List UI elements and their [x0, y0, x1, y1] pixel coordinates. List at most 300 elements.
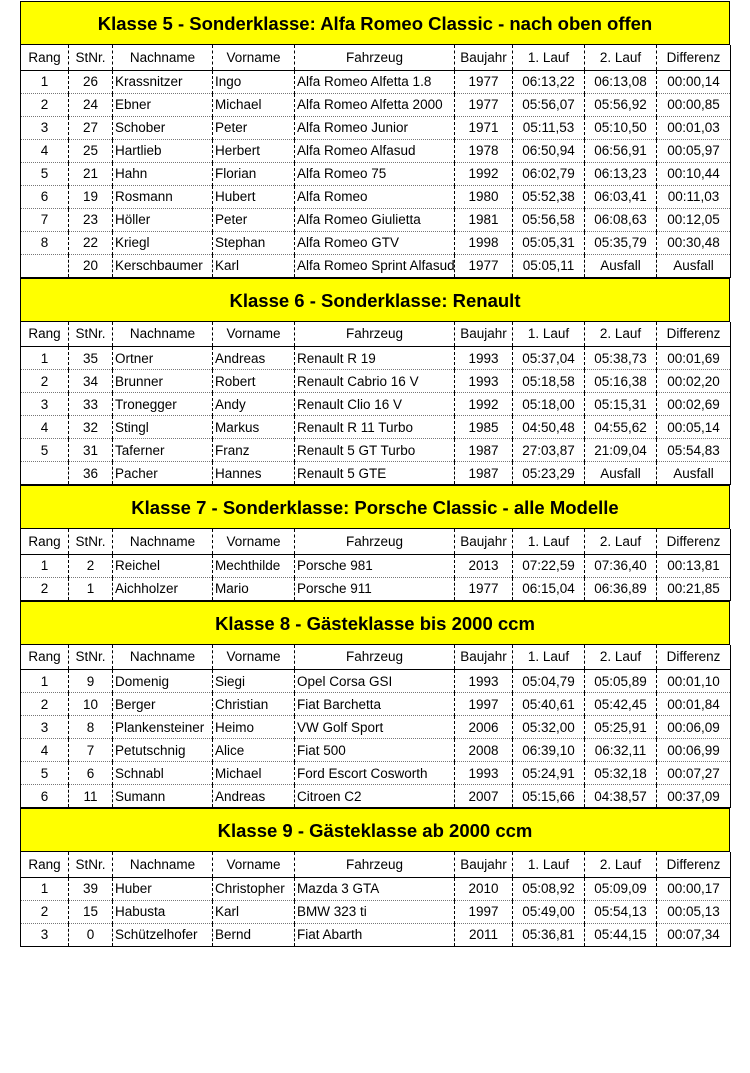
cell-fahrzeug: Porsche 911: [295, 577, 455, 600]
cell-baujahr: 1997: [455, 900, 513, 923]
cell-baujahr: 2010: [455, 877, 513, 900]
cell-rang: 3: [21, 393, 69, 416]
cell-fahrzeug: BMW 323 ti: [295, 900, 455, 923]
column-header-vorname: Vorname: [213, 45, 295, 70]
cell-rang: 3: [21, 116, 69, 139]
column-header-differenz: Differenz: [657, 645, 731, 670]
cell-rang: 4: [21, 739, 69, 762]
cell-lauf-2: Ausfall: [585, 254, 657, 277]
cell-rang: [21, 462, 69, 485]
column-header-lauf-1: 1. Lauf: [513, 645, 585, 670]
klasse-title: Klasse 9 - Gästeklasse ab 2000 ccm: [20, 808, 730, 852]
cell-rang: 3: [21, 716, 69, 739]
table-row: [21, 739, 731, 762]
cell-vorname: Christian: [213, 693, 295, 716]
cell-differenz: 00:10,44: [657, 162, 731, 185]
column-header-baujahr: Baujahr: [455, 529, 513, 554]
cell-fahrzeug: Alfa Romeo: [295, 185, 455, 208]
cell-rang: 5: [21, 762, 69, 785]
table-row: [21, 370, 731, 393]
cell-differenz: 00:01,69: [657, 347, 731, 370]
klasse-section: [20, 278, 730, 486]
cell-lauf-2: 06:36,89: [585, 577, 657, 600]
cell-fahrzeug: Alfa Romeo Alfetta 1.8: [295, 70, 455, 93]
cell-startnummer: 39: [69, 877, 113, 900]
cell-baujahr: 1985: [455, 416, 513, 439]
table-row: [21, 70, 731, 93]
cell-rang: [21, 254, 69, 277]
cell-fahrzeug: Porsche 981: [295, 554, 455, 577]
cell-lauf-1: 05:11,53: [513, 116, 585, 139]
cell-baujahr: 1977: [455, 577, 513, 600]
cell-fahrzeug: Mazda 3 GTA: [295, 877, 455, 900]
klasse-title: Klasse 5 - Sonderklasse: Alfa Romeo Classic - nach oben offen: [20, 1, 730, 45]
cell-nachname: Berger: [113, 693, 213, 716]
cell-lauf-1: 04:50,48: [513, 416, 585, 439]
column-header-lauf-1: 1. Lauf: [513, 45, 585, 70]
cell-baujahr: 1977: [455, 93, 513, 116]
cell-baujahr: 1987: [455, 439, 513, 462]
cell-differenz: 05:54,83: [657, 439, 731, 462]
cell-lauf-1: 06:13,22: [513, 70, 585, 93]
column-header-vorname: Vorname: [213, 322, 295, 347]
table-row: [21, 116, 731, 139]
cell-differenz: 00:01,84: [657, 693, 731, 716]
cell-lauf-2: 06:13,08: [585, 70, 657, 93]
cell-lauf-1: 06:15,04: [513, 577, 585, 600]
cell-nachname: Stingl: [113, 416, 213, 439]
column-header-differenz: Differenz: [657, 45, 731, 70]
column-header-lauf-2: 2. Lauf: [585, 529, 657, 554]
cell-vorname: Markus: [213, 416, 295, 439]
cell-differenz: 00:01,03: [657, 116, 731, 139]
cell-rang: 7: [21, 208, 69, 231]
cell-lauf-2: 06:56,91: [585, 139, 657, 162]
cell-vorname: Stephan: [213, 231, 295, 254]
column-header-startnummer: StNr.: [69, 645, 113, 670]
klasse-section: [20, 485, 730, 601]
table-row: [21, 462, 731, 485]
cell-nachname: Tronegger: [113, 393, 213, 416]
cell-vorname: Bernd: [213, 923, 295, 946]
cell-fahrzeug: Alfa Romeo Junior: [295, 116, 455, 139]
cell-differenz: 00:00,17: [657, 877, 731, 900]
cell-vorname: Robert: [213, 370, 295, 393]
cell-differenz: Ausfall: [657, 462, 731, 485]
cell-startnummer: 2: [69, 554, 113, 577]
cell-differenz: 00:05,97: [657, 139, 731, 162]
cell-lauf-1: 06:02,79: [513, 162, 585, 185]
cell-differenz: 00:06,09: [657, 716, 731, 739]
cell-differenz: 00:21,85: [657, 577, 731, 600]
cell-rang: 2: [21, 900, 69, 923]
cell-vorname: Karl: [213, 900, 295, 923]
cell-lauf-1: 05:05,11: [513, 254, 585, 277]
cell-lauf-2: 05:54,13: [585, 900, 657, 923]
results-table: [20, 645, 731, 809]
cell-rang: 4: [21, 416, 69, 439]
cell-differenz: 00:30,48: [657, 231, 731, 254]
cell-vorname: Andreas: [213, 785, 295, 808]
cell-baujahr: 1971: [455, 116, 513, 139]
column-header-differenz: Differenz: [657, 852, 731, 877]
column-header-vorname: Vorname: [213, 529, 295, 554]
column-header-vorname: Vorname: [213, 645, 295, 670]
table-row: [21, 185, 731, 208]
cell-lauf-2: 04:55,62: [585, 416, 657, 439]
cell-nachname: Rosmann: [113, 185, 213, 208]
cell-vorname: Christopher: [213, 877, 295, 900]
cell-startnummer: 19: [69, 185, 113, 208]
cell-fahrzeug: Alfa Romeo Giulietta: [295, 208, 455, 231]
cell-lauf-2: 05:09,09: [585, 877, 657, 900]
cell-lauf-2: 05:35,79: [585, 231, 657, 254]
cell-vorname: Andy: [213, 393, 295, 416]
cell-differenz: 00:11,03: [657, 185, 731, 208]
column-header-lauf-1: 1. Lauf: [513, 852, 585, 877]
cell-lauf-1: 05:56,58: [513, 208, 585, 231]
cell-lauf-1: 05:24,91: [513, 762, 585, 785]
column-header-lauf-1: 1. Lauf: [513, 322, 585, 347]
table-row: [21, 416, 731, 439]
cell-lauf-1: 05:49,00: [513, 900, 585, 923]
cell-baujahr: 1998: [455, 231, 513, 254]
table-row: [21, 670, 731, 693]
cell-nachname: Habusta: [113, 900, 213, 923]
cell-startnummer: 25: [69, 139, 113, 162]
table-row: [21, 231, 731, 254]
cell-rang: 3: [21, 923, 69, 946]
table-row: [21, 877, 731, 900]
header-row: [21, 645, 731, 670]
column-header-fahrzeug: Fahrzeug: [295, 45, 455, 70]
cell-fahrzeug: Alfa Romeo GTV: [295, 231, 455, 254]
cell-nachname: Höller: [113, 208, 213, 231]
cell-lauf-1: 27:03,87: [513, 439, 585, 462]
cell-rang: 4: [21, 139, 69, 162]
cell-fahrzeug: Renault 5 GTE: [295, 462, 455, 485]
cell-startnummer: 6: [69, 762, 113, 785]
cell-startnummer: 0: [69, 923, 113, 946]
cell-nachname: Hartlieb: [113, 139, 213, 162]
cell-lauf-1: 05:36,81: [513, 923, 585, 946]
cell-vorname: Peter: [213, 208, 295, 231]
cell-lauf-1: 07:22,59: [513, 554, 585, 577]
cell-nachname: Aichholzer: [113, 577, 213, 600]
cell-startnummer: 31: [69, 439, 113, 462]
cell-rang: 1: [21, 670, 69, 693]
column-header-vorname: Vorname: [213, 852, 295, 877]
cell-lauf-2: 07:36,40: [585, 554, 657, 577]
cell-differenz: 00:12,05: [657, 208, 731, 231]
table-row: [21, 785, 731, 808]
cell-fahrzeug: Ford Escort Cosworth: [295, 762, 455, 785]
table-row: [21, 439, 731, 462]
cell-lauf-2: 05:42,45: [585, 693, 657, 716]
column-header-startnummer: StNr.: [69, 322, 113, 347]
cell-rang: 5: [21, 439, 69, 462]
column-header-baujahr: Baujahr: [455, 45, 513, 70]
klasse-title: Klasse 8 - Gästeklasse bis 2000 ccm: [20, 601, 730, 645]
header-row: [21, 529, 731, 554]
cell-lauf-1: 05:23,29: [513, 462, 585, 485]
table-row: [21, 762, 731, 785]
cell-vorname: Peter: [213, 116, 295, 139]
header-row: [21, 852, 731, 877]
cell-fahrzeug: Fiat Abarth: [295, 923, 455, 946]
results-table: [20, 529, 731, 601]
cell-vorname: Alice: [213, 739, 295, 762]
cell-fahrzeug: Renault Cabrio 16 V: [295, 370, 455, 393]
cell-lauf-2: 05:05,89: [585, 670, 657, 693]
results-table: [20, 45, 731, 278]
column-header-nachname: Nachname: [113, 529, 213, 554]
column-header-differenz: Differenz: [657, 322, 731, 347]
cell-baujahr: 1992: [455, 162, 513, 185]
klasse-title: Klasse 6 - Sonderklasse: Renault: [20, 278, 730, 322]
cell-lauf-2: 05:15,31: [585, 393, 657, 416]
cell-vorname: Michael: [213, 762, 295, 785]
cell-baujahr: 2006: [455, 716, 513, 739]
cell-vorname: Florian: [213, 162, 295, 185]
cell-baujahr: 2008: [455, 739, 513, 762]
column-header-lauf-2: 2. Lauf: [585, 45, 657, 70]
klasse-section: [20, 1, 730, 278]
cell-fahrzeug: Renault 5 GT Turbo: [295, 439, 455, 462]
cell-lauf-2: 06:13,23: [585, 162, 657, 185]
table-row: [21, 347, 731, 370]
cell-baujahr: 1978: [455, 139, 513, 162]
cell-lauf-1: 05:18,00: [513, 393, 585, 416]
cell-differenz: Ausfall: [657, 254, 731, 277]
cell-rang: 2: [21, 693, 69, 716]
cell-lauf-1: 05:32,00: [513, 716, 585, 739]
cell-differenz: 00:05,13: [657, 900, 731, 923]
results-table: [20, 852, 731, 947]
table-row: [21, 923, 731, 946]
cell-rang: 8: [21, 231, 69, 254]
cell-baujahr: 1997: [455, 693, 513, 716]
cell-baujahr: 2011: [455, 923, 513, 946]
cell-startnummer: 32: [69, 416, 113, 439]
table-row: [21, 693, 731, 716]
cell-rang: 2: [21, 577, 69, 600]
cell-lauf-1: 05:05,31: [513, 231, 585, 254]
column-header-lauf-2: 2. Lauf: [585, 322, 657, 347]
table-row: [21, 577, 731, 600]
cell-fahrzeug: Fiat 500: [295, 739, 455, 762]
column-header-fahrzeug: Fahrzeug: [295, 322, 455, 347]
cell-fahrzeug: Citroen C2: [295, 785, 455, 808]
cell-startnummer: 10: [69, 693, 113, 716]
cell-vorname: Mario: [213, 577, 295, 600]
cell-baujahr: 1980: [455, 185, 513, 208]
cell-nachname: Krassnitzer: [113, 70, 213, 93]
table-row: [21, 208, 731, 231]
cell-lauf-1: 05:37,04: [513, 347, 585, 370]
cell-lauf-1: 05:04,79: [513, 670, 585, 693]
cell-differenz: 00:01,10: [657, 670, 731, 693]
cell-lauf-1: 06:50,94: [513, 139, 585, 162]
cell-lauf-1: 05:52,38: [513, 185, 585, 208]
klasse-section: [20, 808, 730, 947]
cell-differenz: 00:02,69: [657, 393, 731, 416]
cell-baujahr: 2013: [455, 554, 513, 577]
cell-vorname: Ingo: [213, 70, 295, 93]
cell-nachname: Pacher: [113, 462, 213, 485]
column-header-rang: Rang: [21, 852, 69, 877]
cell-lauf-1: 05:56,07: [513, 93, 585, 116]
cell-baujahr: 1993: [455, 347, 513, 370]
cell-baujahr: 1992: [455, 393, 513, 416]
cell-baujahr: 2007: [455, 785, 513, 808]
cell-differenz: 00:00,85: [657, 93, 731, 116]
cell-lauf-2: 06:32,11: [585, 739, 657, 762]
cell-startnummer: 26: [69, 70, 113, 93]
cell-startnummer: 27: [69, 116, 113, 139]
cell-vorname: Heimo: [213, 716, 295, 739]
cell-lauf-2: 05:56,92: [585, 93, 657, 116]
results-document: [20, 1, 730, 947]
cell-rang: 6: [21, 185, 69, 208]
cell-startnummer: 21: [69, 162, 113, 185]
cell-lauf-2: 21:09,04: [585, 439, 657, 462]
cell-vorname: Mechthilde: [213, 554, 295, 577]
cell-differenz: 00:02,20: [657, 370, 731, 393]
cell-lauf-2: 05:32,18: [585, 762, 657, 785]
cell-nachname: Huber: [113, 877, 213, 900]
cell-differenz: 00:07,34: [657, 923, 731, 946]
header-row: [21, 322, 731, 347]
cell-baujahr: 1993: [455, 762, 513, 785]
cell-baujahr: 1993: [455, 370, 513, 393]
cell-lauf-1: 05:40,61: [513, 693, 585, 716]
cell-lauf-2: 05:44,15: [585, 923, 657, 946]
column-header-fahrzeug: Fahrzeug: [295, 645, 455, 670]
cell-differenz: 00:07,27: [657, 762, 731, 785]
table-row: [21, 554, 731, 577]
cell-vorname: Siegi: [213, 670, 295, 693]
klasse-title: Klasse 7 - Sonderklasse: Porsche Classic - alle Modelle: [20, 485, 730, 529]
cell-fahrzeug: Alfa Romeo Alfetta 2000: [295, 93, 455, 116]
cell-startnummer: 11: [69, 785, 113, 808]
table-row: [21, 139, 731, 162]
column-header-startnummer: StNr.: [69, 852, 113, 877]
cell-startnummer: 9: [69, 670, 113, 693]
table-row: [21, 254, 731, 277]
table-row: [21, 393, 731, 416]
column-header-rang: Rang: [21, 45, 69, 70]
column-header-startnummer: StNr.: [69, 45, 113, 70]
table-row: [21, 900, 731, 923]
cell-fahrzeug: Renault Clio 16 V: [295, 393, 455, 416]
cell-nachname: Sumann: [113, 785, 213, 808]
cell-vorname: Herbert: [213, 139, 295, 162]
cell-vorname: Michael: [213, 93, 295, 116]
cell-nachname: Kriegl: [113, 231, 213, 254]
cell-nachname: Hahn: [113, 162, 213, 185]
cell-fahrzeug: Alfa Romeo 75: [295, 162, 455, 185]
cell-startnummer: 34: [69, 370, 113, 393]
cell-rang: 1: [21, 347, 69, 370]
cell-differenz: 00:13,81: [657, 554, 731, 577]
cell-startnummer: 15: [69, 900, 113, 923]
cell-differenz: 00:06,99: [657, 739, 731, 762]
cell-nachname: Schnabl: [113, 762, 213, 785]
column-header-startnummer: StNr.: [69, 529, 113, 554]
cell-startnummer: 23: [69, 208, 113, 231]
cell-nachname: Taferner: [113, 439, 213, 462]
cell-vorname: Andreas: [213, 347, 295, 370]
table-row: [21, 716, 731, 739]
cell-vorname: Hubert: [213, 185, 295, 208]
column-header-nachname: Nachname: [113, 645, 213, 670]
cell-fahrzeug: Renault R 11 Turbo: [295, 416, 455, 439]
cell-lauf-2: 04:38,57: [585, 785, 657, 808]
cell-fahrzeug: Opel Corsa GSI: [295, 670, 455, 693]
cell-startnummer: 7: [69, 739, 113, 762]
results-table: [20, 322, 731, 486]
cell-vorname: Hannes: [213, 462, 295, 485]
cell-fahrzeug: Alfa Romeo Alfasud: [295, 139, 455, 162]
cell-lauf-2: 06:03,41: [585, 185, 657, 208]
column-header-lauf-1: 1. Lauf: [513, 529, 585, 554]
cell-rang: 5: [21, 162, 69, 185]
cell-rang: 2: [21, 370, 69, 393]
cell-lauf-2: 05:16,38: [585, 370, 657, 393]
cell-lauf-1: 06:39,10: [513, 739, 585, 762]
cell-lauf-1: 05:18,58: [513, 370, 585, 393]
cell-nachname: Kerschbaumer: [113, 254, 213, 277]
column-header-nachname: Nachname: [113, 852, 213, 877]
cell-startnummer: 24: [69, 93, 113, 116]
cell-nachname: Schober: [113, 116, 213, 139]
column-header-fahrzeug: Fahrzeug: [295, 529, 455, 554]
cell-baujahr: 1987: [455, 462, 513, 485]
column-header-baujahr: Baujahr: [455, 645, 513, 670]
cell-fahrzeug: Alfa Romeo Sprint Alfasud: [295, 254, 455, 277]
header-row: [21, 45, 731, 70]
cell-lauf-2: 05:38,73: [585, 347, 657, 370]
cell-fahrzeug: Fiat Barchetta: [295, 693, 455, 716]
cell-vorname: Franz: [213, 439, 295, 462]
cell-nachname: Plankensteiner: [113, 716, 213, 739]
cell-startnummer: 8: [69, 716, 113, 739]
cell-startnummer: 35: [69, 347, 113, 370]
cell-nachname: Ebner: [113, 93, 213, 116]
table-row: [21, 93, 731, 116]
cell-rang: 1: [21, 70, 69, 93]
cell-nachname: Reichel: [113, 554, 213, 577]
cell-differenz: 00:37,09: [657, 785, 731, 808]
cell-nachname: Ortner: [113, 347, 213, 370]
cell-rang: 6: [21, 785, 69, 808]
cell-differenz: 00:05,14: [657, 416, 731, 439]
cell-rang: 2: [21, 93, 69, 116]
cell-lauf-1: 05:08,92: [513, 877, 585, 900]
cell-lauf-2: 05:10,50: [585, 116, 657, 139]
cell-lauf-2: Ausfall: [585, 462, 657, 485]
cell-baujahr: 1993: [455, 670, 513, 693]
column-header-nachname: Nachname: [113, 322, 213, 347]
cell-fahrzeug: Renault R 19: [295, 347, 455, 370]
column-header-nachname: Nachname: [113, 45, 213, 70]
cell-lauf-2: 05:25,91: [585, 716, 657, 739]
cell-rang: 1: [21, 877, 69, 900]
cell-baujahr: 1981: [455, 208, 513, 231]
cell-startnummer: 1: [69, 577, 113, 600]
column-header-rang: Rang: [21, 529, 69, 554]
